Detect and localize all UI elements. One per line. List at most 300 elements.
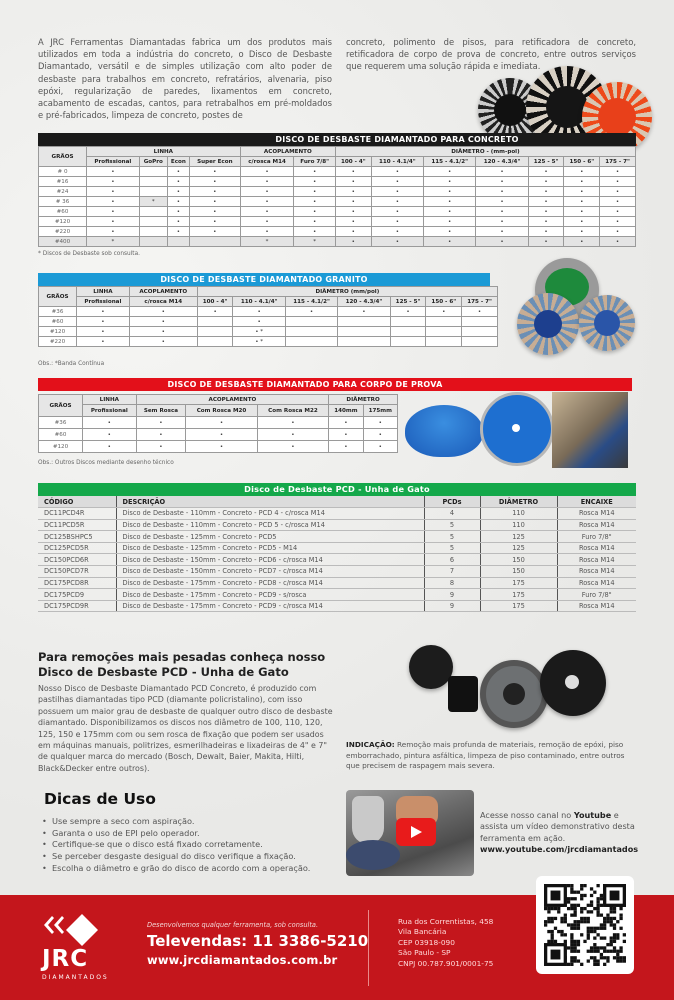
grao-cell: #220 xyxy=(39,337,77,347)
table-cell xyxy=(139,227,167,237)
table-cell: • xyxy=(528,177,564,187)
youtube-url-link[interactable]: www.youtube.com/jrcdiamantados xyxy=(480,844,639,855)
table-row xyxy=(39,417,398,429)
table-cell xyxy=(462,337,498,347)
table-cell: • xyxy=(424,207,476,217)
dica-text: Certifique-se que o disco está fixado corretamente. xyxy=(52,839,263,850)
descricao-cell: Disco de Desbaste - 110mm - Concreto - PCD 4 - c/rosca M14 xyxy=(116,508,424,520)
table-cell: • xyxy=(476,237,528,247)
grao-cell: #60 xyxy=(39,207,87,217)
table-cell: • xyxy=(87,177,140,187)
table-cell xyxy=(197,337,233,347)
table-row xyxy=(39,327,498,337)
table-cell: • xyxy=(424,217,476,227)
table-granito-note: Obs.: *Banda Contínua xyxy=(38,361,105,367)
core-sample-machine-photo xyxy=(552,392,628,468)
table-cell: • xyxy=(167,227,189,237)
descricao-cell: Disco de Desbaste - 125mm - Concreto - PCD5 - M14 xyxy=(116,542,424,554)
address-line: Rua dos Correntistas, 458 xyxy=(398,917,494,926)
table-cell: • xyxy=(257,441,328,453)
grao-cell: #120 xyxy=(39,441,83,453)
table-row xyxy=(39,317,498,327)
indicacao-text xyxy=(346,740,636,772)
table-cell: • xyxy=(426,307,462,317)
table-row xyxy=(38,600,636,612)
table-cell: • xyxy=(600,187,636,197)
table-cell: • xyxy=(424,177,476,187)
footer-website-link[interactable]: www.jrcdiamantados.com.br xyxy=(147,953,338,967)
table-row xyxy=(38,589,636,601)
col-header: 175mm xyxy=(363,405,397,417)
table-cell: • xyxy=(600,207,636,217)
table-cell: • xyxy=(528,187,564,197)
table-cell: • * xyxy=(233,337,285,347)
encaixe-cell: Rosca M14 xyxy=(557,600,636,612)
table-row xyxy=(38,519,636,531)
group-diametro: DIÂMETRO (mm/pol) xyxy=(197,287,497,297)
grao-cell: #24 xyxy=(39,187,87,197)
table-cell: • xyxy=(371,167,423,177)
codigo-cell: DC11PCD5R xyxy=(38,519,116,531)
footer-tagline: Desenvolvemos qualquer ferramenta, sob consulta. xyxy=(147,921,319,929)
table-cell: • xyxy=(240,227,294,237)
table-row xyxy=(38,508,636,520)
table-row xyxy=(39,217,636,227)
table-cell: • xyxy=(371,197,423,207)
col-header: 150 - 6" xyxy=(426,297,462,307)
col-header: 120 - 4.3/4" xyxy=(338,297,390,307)
dica-item xyxy=(42,828,310,840)
table-cell: • xyxy=(240,207,294,217)
table-pcd xyxy=(38,496,636,612)
youtube-text-before: Acesse nosso canal no xyxy=(480,810,574,820)
table-cell: • xyxy=(335,177,371,187)
table-cell: • xyxy=(371,237,423,247)
table-concreto-title: DISCO DE DESBASTE DIAMANTADO PARA CONCRETO xyxy=(38,133,636,146)
encaixe-cell: Rosca M14 xyxy=(557,577,636,589)
address-line: CNPJ 00.787.901/0001-75 xyxy=(398,958,494,968)
table-cell: • xyxy=(564,217,600,227)
codigo-cell: DC150PCD6R xyxy=(38,554,116,566)
table-cell xyxy=(139,217,167,227)
dica-item xyxy=(42,851,310,863)
table-cell: • xyxy=(424,187,476,197)
table-cell: • xyxy=(189,177,240,187)
table-cell: * xyxy=(139,197,167,207)
group-diametro: DIÂMETRO - (mm-pol) xyxy=(335,147,635,157)
table-cell: • xyxy=(462,307,498,317)
pcds-cell: 5 xyxy=(424,542,480,554)
table-cell: • xyxy=(129,327,197,337)
table-cell: • xyxy=(186,441,257,453)
descricao-cell: Disco de Desbaste - 150mm - Concreto - PCD6 - c/rosca M14 xyxy=(116,554,424,566)
table-cell: • xyxy=(186,429,257,441)
table-cell: • xyxy=(335,237,371,247)
table-row xyxy=(38,554,636,566)
grao-cell: #16 xyxy=(39,177,87,187)
indicacao-label: INDICAÇÃO: xyxy=(346,740,395,749)
table-cell xyxy=(197,327,233,337)
table-cell: • xyxy=(189,187,240,197)
table-cell: • xyxy=(335,197,371,207)
youtube-text xyxy=(480,810,639,856)
table-cell: • xyxy=(564,207,600,217)
col-header: 125 - 5" xyxy=(528,157,564,167)
pcds-cell: 5 xyxy=(424,519,480,531)
table-cell: • xyxy=(476,177,528,187)
col-header: Profissional xyxy=(77,297,130,307)
table-cell: • xyxy=(371,217,423,227)
table-cell: • xyxy=(87,217,140,227)
table-cell xyxy=(285,337,337,347)
table-cell: • xyxy=(129,307,197,317)
table-cell: • xyxy=(240,167,294,177)
table-row xyxy=(38,531,636,543)
table-concreto xyxy=(38,146,636,247)
encaixe-cell: Rosca M14 xyxy=(557,519,636,531)
dicas-title: Dicas de Uso xyxy=(44,790,156,808)
table-cell: • xyxy=(564,237,600,247)
group-diametro: DIÂMETRO xyxy=(329,395,398,405)
table-cell: • xyxy=(363,429,397,441)
table-row xyxy=(39,197,636,207)
codigo-cell: DC175PCD9R xyxy=(38,600,116,612)
table-cell: • xyxy=(476,197,528,207)
diametro-cell: 150 xyxy=(480,554,557,566)
table-cell: * xyxy=(294,237,335,247)
bullet-icon: • xyxy=(42,827,47,838)
table-cell: • xyxy=(476,217,528,227)
dica-text: Garanta o uso de EPI pelo operador. xyxy=(52,827,200,838)
table-cell xyxy=(285,327,337,337)
table-cell: • xyxy=(87,167,140,177)
pcd-promo-body: Nosso Disco de Desbaste Diamantado PCD Concreto, é produzido com pastilhas diamantadas tipo PCD (diamante policristalino), com isso possuem um maior grau de desbaste de qualquer outro disco de desbaste diamantado. Disponibilizamos os discos nos diâmetro de 100, 110, 120, 125, 150 e 175mm com ou sem rosca de fixação que podem ser usados em máquinas manuais, politrizes, esmerilhadeiras e lixadeiras de 4" e 7" de qualquer marca do mercado (Bosch, Dewalt, Baier, Makita, Hilti, Black&Decker entre outros). xyxy=(38,684,333,773)
footer-address xyxy=(398,917,493,969)
bullet-icon: • xyxy=(42,816,47,826)
bullet-icon: • xyxy=(42,839,47,850)
table-cell: • xyxy=(87,227,140,237)
table-cell: • xyxy=(363,417,397,429)
col-header: Furo 7/8" xyxy=(294,157,335,167)
group-linha: LINHA xyxy=(87,147,241,157)
table-cell: • xyxy=(167,167,189,177)
table-row xyxy=(39,177,636,187)
table-cell: • xyxy=(240,217,294,227)
table-cell: • xyxy=(476,207,528,217)
col-header: Profissional xyxy=(87,157,140,167)
table-cell: • xyxy=(390,307,426,317)
logo-subtext: DIAMANTADOS xyxy=(42,974,109,981)
grao-cell: #120 xyxy=(39,217,87,227)
col-codigo: CÓDIGO xyxy=(38,496,116,508)
col-header: 115 - 4.1/2" xyxy=(424,157,476,167)
col-header: GoPro xyxy=(139,157,167,167)
col-header: 110 - 4.1/4" xyxy=(371,157,423,167)
col-header: 110 - 4.1/4" xyxy=(233,297,285,307)
table-cell: • xyxy=(335,217,371,227)
table-cell: * xyxy=(240,237,294,247)
table-cell: • xyxy=(294,197,335,207)
table-cell: • xyxy=(257,429,328,441)
table-cell xyxy=(139,177,167,187)
col-header: c/rosca M14 xyxy=(240,157,294,167)
table-row xyxy=(39,237,636,247)
col-pcds: PCDs xyxy=(424,496,480,508)
footer-divider xyxy=(368,910,369,986)
diametro-cell: 175 xyxy=(480,577,557,589)
col-descricao: DESCRIÇÃO xyxy=(116,496,424,508)
dica-item xyxy=(42,816,310,828)
group-linha: LINHA xyxy=(83,395,137,405)
grao-cell: # 36 xyxy=(39,197,87,207)
codigo-cell: DC125BSHPC5 xyxy=(38,531,116,543)
grao-cell: #120 xyxy=(39,327,77,337)
table-cell: • xyxy=(240,197,294,207)
footer-phone[interactable]: Televendas: 11 3386-5210 xyxy=(147,932,369,950)
col-graos: GRÃOS xyxy=(39,147,87,167)
diametro-cell: 150 xyxy=(480,566,557,578)
diametro-cell: 110 xyxy=(480,519,557,531)
col-header: Sem Rosca xyxy=(136,405,186,417)
table-cell: • xyxy=(129,337,197,347)
intro-text-left: A JRC Ferramentas Diamantadas fabrica um dos produtos mais utilizados em toda a indústria do concreto, o Disco de Desbaste Diamantado, versátil e de simples utilização com alto poder de desbaste para trabalhos em concreto, refratários, alvenaria, piso epóxi, regularização de paredes, lixamentos em concreto, acabamento de escadas, cantos, para retrabalhos em pré-moldados e pré-fabricados, limpeza de concreto, postes de xyxy=(38,37,332,121)
table-cell: • xyxy=(167,187,189,197)
logo-diamonds-icon xyxy=(40,912,112,948)
table-cell xyxy=(167,237,189,247)
diametro-cell: 125 xyxy=(480,542,557,554)
table-cell: • xyxy=(371,177,423,187)
table-cell: • xyxy=(83,441,137,453)
codigo-cell: DC175PCD8R xyxy=(38,577,116,589)
table-cell: • xyxy=(83,417,137,429)
col-header: 125 - 5" xyxy=(390,297,426,307)
col-header: Super Econ xyxy=(189,157,240,167)
address-line: Vila Bancária xyxy=(398,927,447,937)
table-cell: • xyxy=(294,207,335,217)
table-cell xyxy=(390,327,426,337)
pcds-cell: 5 xyxy=(424,531,480,543)
col-header: 120 - 4.3/4" xyxy=(476,157,528,167)
diametro-cell: 125 xyxy=(480,531,557,543)
pcds-cell: 9 xyxy=(424,589,480,601)
pcds-cell: 4 xyxy=(424,508,480,520)
table-cell: • xyxy=(476,227,528,237)
table-cell: • xyxy=(528,207,564,217)
group-acoplamento: ACOPLAMENTO xyxy=(129,287,197,297)
jrc-logo xyxy=(40,912,112,992)
col-header: 140mm xyxy=(329,405,363,417)
table-cell: • xyxy=(136,429,186,441)
encaixe-cell: Furo 7/8" xyxy=(557,589,636,601)
table-granito-title: DISCO DE DESBASTE DIAMANTADO GRANITO xyxy=(38,273,490,286)
pcds-cell: 6 xyxy=(424,554,480,566)
table-cell: • xyxy=(257,417,328,429)
codigo-cell: DC11PCD4R xyxy=(38,508,116,520)
pcds-cell: 7 xyxy=(424,566,480,578)
table-granito xyxy=(38,286,498,347)
table-cell: • xyxy=(424,167,476,177)
address-line: CEP 03918-090 xyxy=(398,937,455,947)
grao-cell: #400 xyxy=(39,237,87,247)
table-cell: • xyxy=(600,197,636,207)
grao-cell: #60 xyxy=(39,429,83,441)
group-acoplamento: ACOPLAMENTO xyxy=(240,147,335,157)
table-prova-title: DISCO DE DESBASTE DIAMANTADO PARA CORPO DE PROVA xyxy=(38,378,632,391)
table-cell: • xyxy=(371,207,423,217)
table-cell xyxy=(462,327,498,337)
table-row xyxy=(38,542,636,554)
col-header: Profissional xyxy=(83,405,137,417)
table-cell: • xyxy=(476,187,528,197)
table-cell: • xyxy=(335,187,371,197)
table-cell: • xyxy=(564,227,600,237)
encaixe-cell: Rosca M14 xyxy=(557,566,636,578)
descricao-cell: Disco de Desbaste - 175mm - Concreto - PCD8 - c/rosca M14 xyxy=(116,577,424,589)
table-cell: • xyxy=(294,227,335,237)
table-cell: • xyxy=(528,167,564,177)
encaixe-cell: Rosca M14 xyxy=(557,508,636,520)
table-cell: • xyxy=(167,207,189,217)
codigo-cell: DC150PCD7R xyxy=(38,566,116,578)
diametro-cell: 175 xyxy=(480,600,557,612)
table-cell: • xyxy=(285,307,337,317)
table-cell: • xyxy=(77,327,130,337)
table-cell xyxy=(338,337,390,347)
table-cell: • xyxy=(189,167,240,177)
pcd-promo-heading-1: Para remoções mais pesadas conheça nosso xyxy=(38,650,326,664)
youtube-video-thumbnail[interactable] xyxy=(346,790,474,876)
col-header: 115 - 4.1/2" xyxy=(285,297,337,307)
table-cell: • xyxy=(329,429,363,441)
table-cell: • xyxy=(189,217,240,227)
col-encaixe: ENCAIXE xyxy=(557,496,636,508)
table-cell: • xyxy=(294,177,335,187)
table-cell: • xyxy=(167,177,189,187)
table-concreto-note: * Discos de Desbaste sob consulta. xyxy=(38,251,140,257)
table-prova xyxy=(38,394,398,453)
table-cell xyxy=(338,327,390,337)
table-cell: • xyxy=(294,187,335,197)
table-row xyxy=(39,187,636,197)
col-header: 175 - 7" xyxy=(462,297,498,307)
table-row xyxy=(39,207,636,217)
col-header: 100 - 4" xyxy=(197,297,233,307)
table-cell: • xyxy=(87,187,140,197)
table-cell: • xyxy=(329,417,363,429)
grao-cell: #36 xyxy=(39,417,83,429)
play-button-icon[interactable] xyxy=(396,818,436,846)
address-line: São Paulo - SP xyxy=(398,948,451,958)
youtube-brand: Youtube xyxy=(573,810,612,820)
col-header: Com Rosca M20 xyxy=(186,405,257,417)
table-cell xyxy=(390,337,426,347)
dica-item xyxy=(42,839,310,851)
table-cell: • xyxy=(528,237,564,247)
table-cell: • xyxy=(564,167,600,177)
table-cell: • xyxy=(528,227,564,237)
group-acoplamento: ACOPLAMENTO xyxy=(136,395,329,405)
table-cell: • xyxy=(233,307,285,317)
table-cell xyxy=(426,327,462,337)
codigo-cell: DC125PCD5R xyxy=(38,542,116,554)
table-cell xyxy=(139,187,167,197)
table-cell xyxy=(285,317,337,327)
table-cell: * xyxy=(87,237,140,247)
qr-code-icon xyxy=(544,884,626,966)
table-cell xyxy=(139,167,167,177)
encaixe-cell: Rosca M14 xyxy=(557,542,636,554)
table-cell: • xyxy=(424,227,476,237)
table-cell: • xyxy=(363,441,397,453)
qr-code[interactable] xyxy=(536,876,634,974)
table-cell: • xyxy=(564,197,600,207)
table-cell: • xyxy=(197,307,233,317)
col-header: c/rosca M14 xyxy=(129,297,197,307)
table-cell: • xyxy=(189,227,240,237)
diametro-cell: 175 xyxy=(480,589,557,601)
table-cell: • xyxy=(335,167,371,177)
bullet-icon: • xyxy=(42,862,47,873)
table-prova-note: Obs.: Outros Discos mediante desenho técnico xyxy=(38,460,174,466)
col-graos: GRÃOS xyxy=(39,287,77,307)
grao-cell: #36 xyxy=(39,307,77,317)
col-header: Com Rosca M22 xyxy=(257,405,328,417)
table-cell: • xyxy=(77,337,130,347)
table-cell: • xyxy=(600,237,636,247)
table-row xyxy=(39,337,498,347)
table-row xyxy=(39,429,398,441)
table-cell: • xyxy=(186,417,257,429)
table-cell: • xyxy=(294,217,335,227)
descricao-cell: Disco de Desbaste - 175mm - Concreto - PCD9 - c/rosca M14 xyxy=(116,600,424,612)
youtube-text-after: e assista um vídeo demonstrativo desta ferramenta em ação. xyxy=(480,810,635,843)
table-cell: • xyxy=(329,441,363,453)
table-row xyxy=(39,307,498,317)
table-cell: • xyxy=(528,197,564,207)
table-cell xyxy=(139,207,167,217)
table-cell: • xyxy=(600,177,636,187)
table-cell: • xyxy=(77,307,130,317)
diametro-cell: 110 xyxy=(480,508,557,520)
descricao-cell: Disco de Desbaste - 150mm - Concreto - PCD7 - c/rosca M14 xyxy=(116,566,424,578)
col-diametro: DIÂMETRO xyxy=(480,496,557,508)
table-cell: • xyxy=(528,217,564,227)
table-cell: • xyxy=(189,197,240,207)
table-cell: • xyxy=(87,197,140,207)
table-cell xyxy=(426,337,462,347)
col-header: 100 - 4" xyxy=(335,157,371,167)
table-pcd-title: Disco de Desbaste PCD - Unha de Gato xyxy=(38,483,636,496)
pcd-promo-heading-2: Disco de Desbaste PCD - Unha de Gato xyxy=(38,665,289,679)
logo-text: JRC xyxy=(42,946,89,972)
table-cell xyxy=(462,317,498,327)
bullet-icon: • xyxy=(42,851,47,862)
codigo-cell: DC175PCD9 xyxy=(38,589,116,601)
table-cell: • xyxy=(600,167,636,177)
table-cell: • xyxy=(233,317,285,327)
grao-cell: #60 xyxy=(39,317,77,327)
indicacao-body: Remoção mais profunda de materiais, remoção de epóxi, piso emborrachado, pintura asfáltica, limpeza de piso contaminado, entre outros que precisem de raspagem mais severa. xyxy=(346,740,625,771)
dica-text: Escolha o diâmetro e grão do disco de acordo com a operação. xyxy=(52,862,311,873)
dicas-list xyxy=(42,816,310,875)
table-cell: • xyxy=(77,317,130,327)
table-cell: • xyxy=(600,217,636,227)
table-cell: • xyxy=(371,227,423,237)
table-cell: • xyxy=(371,187,423,197)
encaixe-cell: Furo 7/8" xyxy=(557,531,636,543)
pcds-cell: 8 xyxy=(424,577,480,589)
grao-cell: #220 xyxy=(39,227,87,237)
